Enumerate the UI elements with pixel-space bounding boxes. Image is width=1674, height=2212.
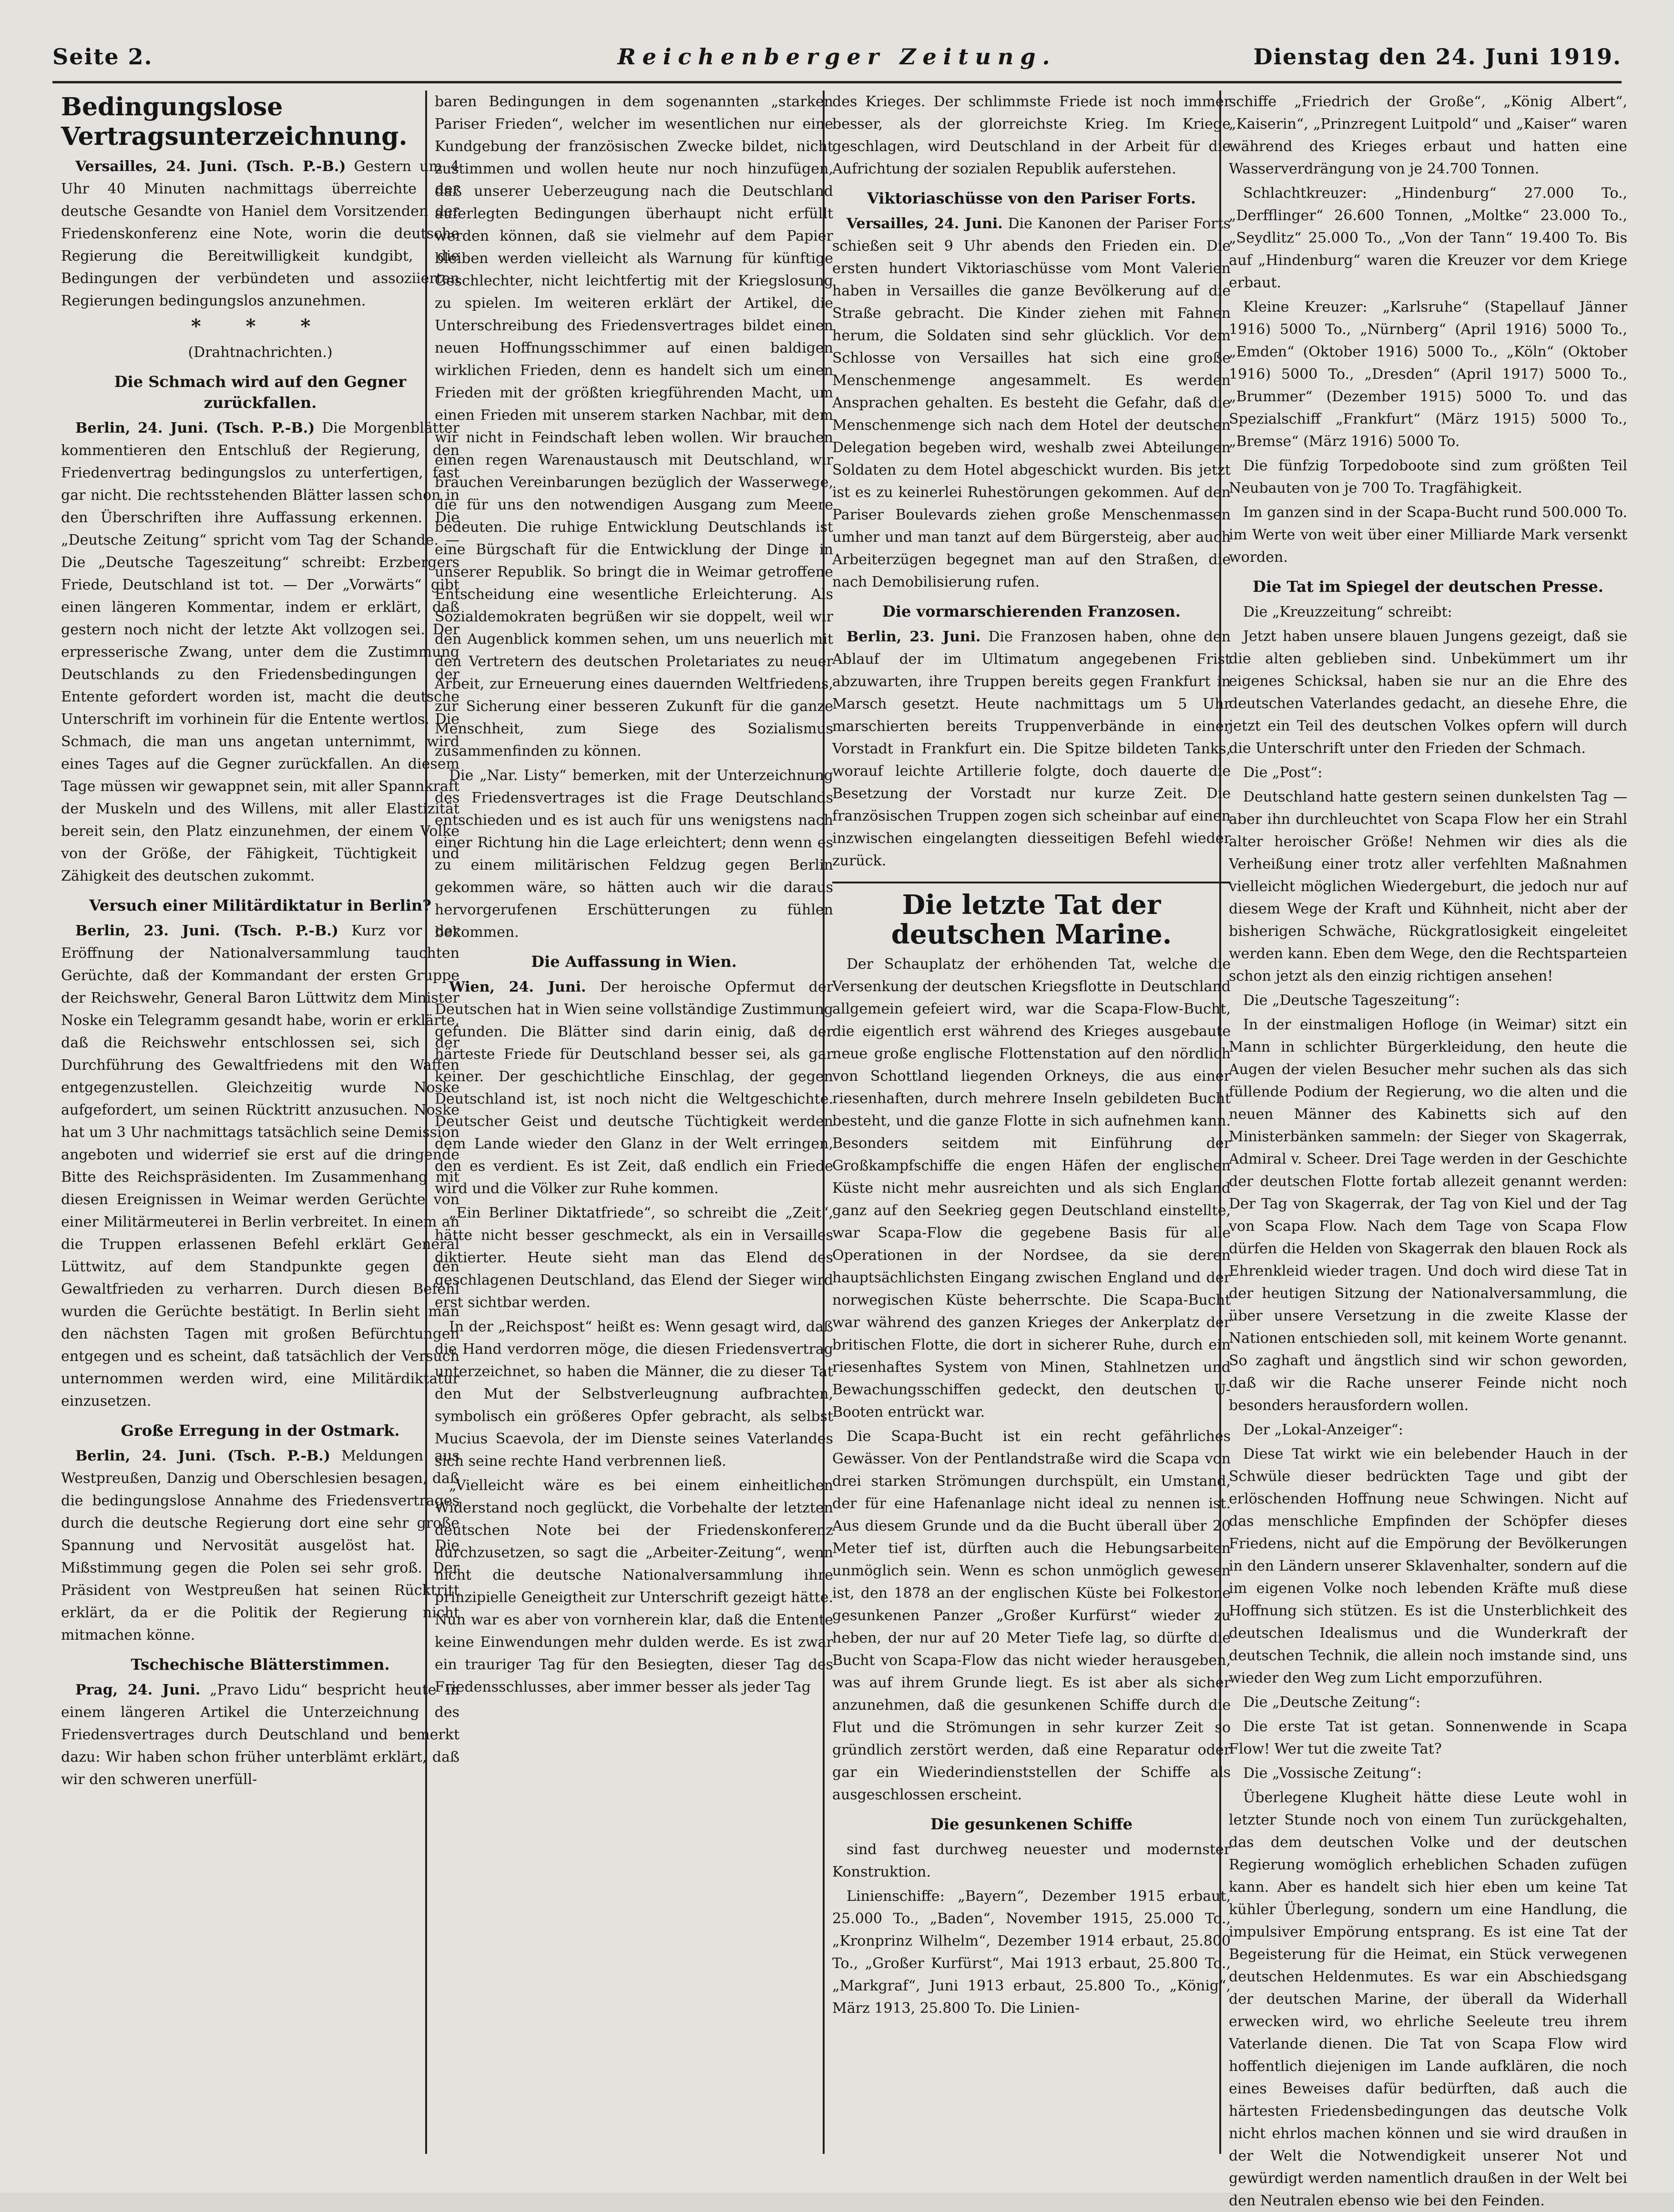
column-2 bbox=[435, 91, 833, 2173]
paper-title: Reichenberger Zeitung. bbox=[617, 44, 1057, 70]
article-paragraph bbox=[61, 1445, 459, 1646]
subheading: Die Schmach wird auf den Gegner zurückfallen. bbox=[114, 373, 407, 412]
article-paragraph: Jetzt haben unsere blauen Jungens gezeigt, daß sie die alten geblieben sind. Unbekümmert um ihr eigenes Schicksal, haben sie nur an die Ehre des deutschen Vaterlandes gedacht, an diesehe Ehre, die jetzt ein Teil des deutschen Volkes opfern will durch die Unterschrift unter den Frieden der Schmach. bbox=[1229, 628, 1627, 757]
article-paragraph: Im ganzen sind in der Scapa-Bucht rund 500.000 To. im Werte von weit über einer Milliarde Mark versenkt worden. bbox=[1229, 504, 1627, 566]
article-headline: Bedingungslose Vertragsunterzeichnung. bbox=[61, 92, 408, 151]
subheading: Die Auffassung in Wien. bbox=[531, 953, 737, 971]
subheading: Die vormarschierenden Franzosen. bbox=[882, 602, 1181, 620]
article-paragraph: Die fünfzig Torpedoboote sind zum größten Teil Neubauten von je 700 To. Tragfähigkeit. bbox=[1229, 457, 1627, 497]
article-paragraph: Die Scapa-Bucht ist ein recht gefährliches Gewässer. Von der Pentlandstraße wird die Scapa von drei starken Strömungen durchspült, ein Umstand, der für eine Hafenanlage nicht ideal zu nennen ist. Aus diesem Grunde und da die Bucht überall über 20 Meter tief ist, dürften auch die Hebungsarbeiten unmöglich sein. Wenn es schon unmöglich gewesen ist, den 1878 an der englischen Küste bei Folkestone gesunkenen Panzer „Großer Kurfürst“ wieder zu heben, der nur auf 20 Meter Tiefe lag, so dürfte die Bucht von Scapa-Flow das nicht wieder herausgeben, was auf ihrem Grunde liegt. Es ist aber als sicher anzunehmen, daß die gesunkenen Schiffe durch die Flut und die Strömungen in sehr kurzer Zeit so gründlich zerstört werden, daß eine Reparatur oder gar ein Wiederindienststellen der Schiffe als ausgeschlossen erscheint. bbox=[832, 1428, 1231, 1803]
article-headline: Die letzte Tat der deutschen Marine. bbox=[832, 882, 1231, 949]
article-paragraph bbox=[61, 417, 459, 887]
article-paragraph: sind fast durchweg neuester und modernster Konstruktion. bbox=[832, 1841, 1231, 1880]
subheading: Große Erregung in der Ostmark. bbox=[121, 1421, 400, 1440]
column-4 bbox=[1229, 91, 1627, 2209]
paragraph-text: Meldungen aus Westpreußen, Danzig und Oberschlesien besagen, daß die bedingungslose Annahme des Friedensvertrages durch die deutsche Regierung dort eine sehr große Spannung und Nervosität ausgelöst hat. Die Mißstimmung gegen die Polen sei sehr groß. Der Präsident von Westpreußen hat seinen Rücktritt erklärt, da er die Politik der Regierung nicht mitmachen könne. bbox=[61, 1448, 459, 1644]
article-paragraph: „Ein Berliner Diktatfriede“, so schreibt die „Zeit“, hätte nicht besser geschmeckt, als ein in Versailles diktierter. Heute sieht man das Elend des geschlagenen Deutschland, das Elend der Sieger wird erst sichtbar werden. bbox=[435, 1205, 833, 1311]
article-paragraph: „Vielleicht wäre es bei einem einheitlichen Widerstand noch geglückt, die Vorbehalte der letzten deutschen Note bei der Friedenskonferenz durchzusetzen, so sagt die „Arbeiter-Zeitung“, wenn nicht die deutsche Nationalversammlung ihre prinzipielle Geneigtheit zur Unterschrift gezeigt hätte. Nun war es aber von vornherein klar, daß die Entente keine Einwendungen mehr dulden werde. Es ist zwar ein trauriger Tag für den Besiegten, dieser Tag des Friedensschlusses, aber immer besser als jeder Tag bbox=[435, 1477, 833, 1695]
article-paragraph: Die „Kreuzzeitung“ schreibt: bbox=[1243, 604, 1452, 620]
source-note: (Drahtnachrichten.) bbox=[188, 344, 333, 361]
page-label: Seite 2. bbox=[52, 44, 153, 70]
article-paragraph: Schlachtkreuzer: „Hindenburg“ 27.000 To., „Derfflinger“ 26.600 Tonnen, „Moltke“ 23.000 To., „Seydlitz“ 25.000 To., „Von der Tann“ 19.400 To. Bis auf „Hindenburg“ waren die Kreuzer vor dem Kriege erbaut. bbox=[1229, 185, 1627, 291]
article-paragraph: Die „Deutsche Zeitung“: bbox=[1243, 1694, 1421, 1711]
subheading: Versuch einer Militärdiktatur in Berlin? bbox=[89, 896, 432, 914]
subheading: Tschechische Blätterstimmen. bbox=[131, 1655, 390, 1674]
masthead-rule bbox=[52, 81, 1622, 83]
dateline: Versailles, 24. Juni. bbox=[847, 215, 1003, 232]
article-paragraph: Die „Nar. Listy“ bemerken, mit der Unterzeichnung des Friedensvertrages ist die Frage Deutschlands entschieden und es ist auch für uns wenigstens nach einer Richtung hin die Lage erleichtert; denn wenn es zu einem militärischen Feldzug gegen Berlin gekommen wäre, so hätten auch wir die daraus hervorgerufenen Erschütterungen zu fühlen bekommen. bbox=[435, 767, 833, 941]
article-paragraph: Die erste Tat ist getan. Sonnenwende in Scapa Flow! Wer tut die zweite Tat? bbox=[1229, 1718, 1627, 1757]
article-paragraph: Deutschland hatte gestern seinen dunkelsten Tag — aber ihn durchleuchtet von Scapa Flow her ein Strahl alter heroischer Größe! Nehmen wir dies als die Verheißung einer trotz aller verfehlten Maßnahmen vielleicht möglichen Wiedergeburt, die jedoch nur auf diesem Wege der Kraft und Kühnheit, nicht aber der bisherigen Schwäche, Rückgratlosigkeit eingeleitet werden kann. Eben dem Wege, den die Rechtsparteien schon jetzt als den einzig richtigen ansehen! bbox=[1229, 789, 1627, 984]
paragraph-text: „Pravo Lidu“ bespricht heute in einem längeren Artikel die Unterzeichnung des Friedensvertrages durch Deutschland und bemerkt dazu: Wir haben schon früher unterblämt erklärt, daß wir den schweren unerfüll- bbox=[61, 1682, 459, 1788]
article-paragraph bbox=[61, 155, 459, 312]
article-paragraph: In der einstmaligen Hofloge (in Weimar) sitzt ein Mann in schlichter Bürgerkleidung, den heute die Augen der vielen Besucher mehr suchen als das sich füllende Podium der Regierung, wo die alten und die neuen Männer des Kabinetts sich auf den Ministerbänken sammeln: der Sieger von Skagerrak, Admiral v. Scheer. Drei Tage werden in der Geschichte der deutschen Flotte fortab allezeit genannt werden: Der Tag von Skagerrak, der Tag von Kiel und der Tag von Scapa Flow. Nach dem Tage von Scapa Flow dürfen die Helden von Skagerrak den blauen Rock als Ehrenkleid wieder tragen. Und doch wird diese Tat in der heutigen Sitzung der Nationalversammlung, die über unsere Versetzung in die zweite Klasse der Nationen entschieden soll, mit keinem Worte genannt. So zaghaft und ängstlich sind wir schon geworden, daß wir die Rache unserer Feinde nicht noch besonders herausfordern wollen. bbox=[1229, 1016, 1627, 1414]
dateline: Versailles, 24. Juni. (Tsch. P.-B.) bbox=[75, 158, 346, 175]
dateline: Berlin, 24. Juni. (Tsch. P.-B.) bbox=[75, 1448, 330, 1464]
article-paragraph: Der Schauplatz der erhöhenden Tat, welche die Versenkung der deutschen Kriegsflotte in Deutschland allgemein gefeiert wird, war die Scapa-Flow-Bucht, die eigentlich erst während des Krieges ausgebaute neue große englische Flottenstation auf den nördlich von Schottland liegenden Orkneys, die aus einer riesenhaften, durch mehrere Inseln gebildeten Bucht besteht, und die ganze Flotte in sich aufnehmen kann. Besonders seitdem mit Einführung der Großkampfschiffe die engen Häfen der englischen Küste nicht mehr ausreichten und als sich England ganz auf den Seekrieg gegen Deutschland einstellte, war Scapa-Flow die gegebene Basis für alle Operationen in der Nordsee, da sie deren hauptsächlichsten Eingang zwischen England und der norwegischen Küste beherrschte. Die Scapa-Bucht war während des ganzen Krieges der Ankerplatz der britischen Flotte, die dort in sicherer Ruhe, durch ein riesenhaftes System von Minen, Stahlnetzen und Bewachungsschiffen gedeckt, den deutschen U-Booten entrückt war. bbox=[832, 956, 1231, 1421]
article-paragraph bbox=[435, 976, 833, 1200]
dateline: Prag, 24. Juni. bbox=[75, 1682, 201, 1698]
dateline: Berlin, 23. Juni. bbox=[847, 629, 981, 645]
dateline: Berlin, 23. Juni. (Tsch. P.-B.) bbox=[75, 923, 338, 939]
article-paragraph: baren Bedingungen in dem sogenannten „starken Pariser Frieden“, welcher im wesentlichen nur eine Kundgebung der französischen Zwecke bildet, nicht zustimmen und wollen heute nur noch hinzufügen, daß unserer Ueberzeugung nach die Deutschland auferlegten Bedingungen überhaupt nicht erfüllt werden können, daß sie vielmehr auf dem Papier bleiben werden vielleicht als Warnung für künftige Geschlechter, nicht leichtfertig mit der Kriegslosung zu spielen. Im weiteren erklärt der Artikel, die Unterschreibung des Friedensvertrages bildet einen neuen Hoffnungsschimmer auf einen baldigen wirklichen Frieden, denn es handelt sich um einen Frieden mit der größten kriegführenden Macht, um einen Frieden mit unserem starken Nachbar, mit dem wir nicht in Feindschaft leben wollen. Wir brauchen einen regen Warenaustausch mit Deutschland, wir brauchen Vereinbarungen bezüglich der Wasserwege, die für uns den notwendigen Ausgang zum Meere bedeuten. Die ruhige Entwicklung Deutschlands ist eine Bürgschaft für die Entwicklung der Dinge in unserer Republik. So bringt die in Weimar getroffene Entscheidung eine wesentliche Erleichterung. Als Sozialdemokraten begrüßen wir sie doppelt, weil wir den Augenblick kommen sehen, um uns neuerlich mit den Vertretern des deutschen Proletariates zu neuer Arbeit, zur Erneuerung eines dauernden Weltfriedens, zur Sicherung einer besseren Zukunft für die ganze Menschheit, zum Siege des Sozialismus zusammenfinden zu können. bbox=[435, 93, 833, 760]
section-separator: * * * bbox=[191, 315, 330, 337]
article-paragraph: Der „Lokal-Anzeiger“: bbox=[1243, 1421, 1403, 1438]
article-paragraph bbox=[61, 920, 459, 1412]
article-paragraph: Diese Tat wirkt wie ein belebender Hauch in der Schwüle dieser bedrückten Tage und gibt der erlöschenden Hoffnung neue Schwingen. Nicht auf das menschliche Empfinden der Schöpfer dieses Friedens, nicht auf die Empörung der Bevölkerungen in den Ländern unserer Sklavenhalter, sondern auf die im eigenen Volke noch lebenden Kräfte muß diese Hoffnung sich stützen. Es ist die Unsterblichkeit des deutschen Idealismus und die Wunderkraft der deutschen Technik, die allein noch imstande sind, uns wieder den Weg zum Licht emporzuführen. bbox=[1229, 1446, 1627, 1686]
article-paragraph: Kleine Kreuzer: „Karlsruhe“ (Stapellauf Jänner 1916) 5000 To., „Nürnberg“ (April 1916) 5000 To., „Emden“ (Oktober 1916) 5000 To., „Köln“ (Oktober 1916) 5000 To., „Dresden“ (April 1917) 5000 To., „Brummer“ (Dezember 1915) 5000 To. und das Spezialschiff „Frankfurt“ (März 1915) 5000 To., „Bremse“ (März 1916) 5000 To. bbox=[1229, 299, 1627, 450]
subheading: Die gesunkenen Schiffe bbox=[930, 1815, 1133, 1833]
column-3 bbox=[832, 91, 1231, 2173]
masthead bbox=[52, 44, 1622, 77]
column-1 bbox=[61, 91, 459, 2173]
paragraph-text: Kurz vor der Eröffnung der Nationalversammlung tauchten Gerüchte, daß der Kommandant der ersten Gruppe der Reichswehr, General Baron Lüttwitz dem Minister Noske ein Telegramm gesandt habe, worin er erklärte, daß die Reichswehr entschlossen sei, sich der Durchführung des Gewaltfriedens mit den Waffen entgegenzustellen. Gleichzeitig wurde Noske aufgefordert, um seinen Rücktritt anzusuchen. Noske hat um 3 Uhr nachmittags tatsächlich seine Demission angeboten und widerrief sie erst auf die dringende Bitte des Reichspräsidenten. Im Zusammenhang mit diesen Ereignissen in Weimar werden Gerüchte von einer Militärmeuterei in Berlin verbreitet. In einem an die Truppen erlassenen Befehl erklärt General Lüttwitz, auf dem Standpunkte gegen den Gewaltfrieden zu verharren. Durch diesen Befehl wurden die Gerüchte bestätigt. In Berlin sieht man den nächsten Tagen mit großen Befürchtungen entgegen und es scheint, daß tatsächlich der Versuch unternommen werden wird, eine Militärdiktatur einzusetzen. bbox=[61, 923, 459, 1410]
subheading: Viktoriaschüsse von den Pariser Forts. bbox=[867, 189, 1196, 207]
article-paragraph: schiffe „Friedrich der Große“, „König Albert“, „Kaiserin“, „Prinzregent Luitpold“ und „Kaiser“ waren während des Krieges erbaut und hatten eine Wasserverdrängung von je 24.700 Tonnen. bbox=[1229, 93, 1627, 177]
paragraph-text: Gestern um 4 Uhr 40 Minuten nachmittags überreichte der deutsche Gesandte von Haniel dem Vorsitzenden der Friedenskonferenz eine Note, worin die deutsche Regierung die Bereitwilligkeit kundgibt, die Bedingungen der verbündeten und assoziierten Regierungen bedingungslos anzunehmen. bbox=[61, 158, 459, 309]
paragraph-text: Die Franzosen haben, ohne den Ablauf der im Ultimatum angegebenen Frist abzuwarten, ihre Truppen bereits gegen Frankfurt in Marsch gesetzt. Heute nachmittags um 5 Uhr marschierten bereits Truppenverbände in einer Vorstadt in Frankfurt ein. Die Spitze bildeten Tanks, worauf leichte Artillerie folgte, doch dauerte die Besetzung der Vorstadt nur kurze Zeit. Die französischen Truppen zogen sich scheinbar auf einen inzwischen eingelangten diesseitigen Befehl wieder zurück. bbox=[832, 629, 1231, 869]
article-paragraph: Die „Vossische Zeitung“: bbox=[1243, 1765, 1422, 1782]
dateline: Berlin, 24. Juni. (Tsch. P.-B.) bbox=[75, 420, 315, 436]
article-paragraph: In der „Reichspost“ heißt es: Wenn gesagt wird, daß die Hand verdorren möge, die diesen Friedensvertrag unterzeichnet, so haben die Männer, die zu dieser Tat den Mut der Selbstverleugnung aufbrachten, symbolisch ein größeres Opfer gebracht, als selbst Mucius Scaevola, der im Dienste seines Vaterlandes sich seine rechte Hand verbrennen ließ. bbox=[435, 1319, 833, 1470]
article-paragraph: Linienschiffe: „Bayern“, Dezember 1915 erbaut, 25.000 To., „Baden“, November 1915, 25.000 To., „Kronprinz Wilhelm“, Dezember 1914 erbaut, 25.800 To., „Großer Kurfürst“, Mai 1913 erbaut, 25.800 To., „Markgraf“, Juni 1913 erbaut, 25.800 To., „König“, März 1913, 25.800 To. Die Linien- bbox=[832, 1888, 1231, 2017]
paragraph-text: Der heroische Opfermut der Deutschen hat in Wien seine vollständige Zustimmung gefunden. Die Blätter sind darin einig, daß der härteste Friede für Deutschland besser sei, als gar keiner. Der geschichtliche Einschlag, der gegen Deutschland ist, ist noch nicht die Weltgeschichte. Deutscher Geist und deutsche Tüchtigkeit werden dem Lande wieder den Glanz in der Welt erringen, den es verdient. Es ist Zeit, daß endlich ein Friede wird und die Völker zur Ruhe kommen. bbox=[435, 979, 833, 1197]
subheading: Die Tat im Spiegel der deutschen Presse. bbox=[1253, 578, 1603, 596]
article-paragraph: Überlegene Klugheit hätte diese Leute wohl in letzter Stunde noch von einem Tun zurückgehalten, das dem deutschen Volke und der deutschen Regierung womöglich erheblichen Schaden zufügen kann. Aber es handelt sich hier eben um keine Tat kühler Überlegung, sondern um eine Handlung, die impulsiver Empörung entsprang. Es ist eine Tat der Begeisterung für die Heimat, ein Stück verwegenen deutschen Heldenmutes. Es war ein Abschiedsgang der deutschen Marine, der überall da Widerhall erwecken wird, wo ehrliche Seeleute treu ihrem Vaterlande dienen. Die Tat von Scapa Flow wird hoffentlich diejenigen im Lande aufklären, die noch eines Beweises dafür bedürften, daß auch die härtesten Friedensbedingungen das deutsche Volk nicht ehrlos machen können und sie wird draußen in der Welt die Notwendigkeit unserer Not und gewürdigt werden namentlich draußen in der Welt bei den Neutralen ebenso wie bei den Feinden. bbox=[1229, 1789, 1627, 2209]
article-paragraph bbox=[832, 213, 1231, 593]
article-paragraph: Die „Deutsche Tageszeitung“: bbox=[1243, 992, 1460, 1009]
article-paragraph bbox=[832, 626, 1231, 872]
article-paragraph bbox=[61, 1679, 459, 1791]
dateline: Wien, 24. Juni. bbox=[449, 979, 586, 995]
article-paragraph: des Krieges. Der schlimmste Friede ist noch immer besser, als der glorreichste Krieg. Im Kriege geschlagen, wird Deutschland in der Arbeit für die Aufrichtung der sozialen Republik auferstehen. bbox=[832, 93, 1231, 177]
issue-date: Dienstag den 24. Juni 1919. bbox=[1253, 44, 1622, 70]
paragraph-text: Die Kanonen der Pariser Forts schießen seit 9 Uhr abends den Frieden ein. Die ersten hundert Viktoriaschüsse vom Mont Valerien haben in Versailles die ganze Bevölkerung auf die Straße gebracht. Die Kinder ziehen mit Fahnen herum, die Soldaten sind sehr glücklich. Vor dem Schlosse von Versailles hat sich eine große Menschenmenge angesammelt. Es werden Ansprachen gehalten. Es besteht die Gefahr, daß die Menschenmenge sich nach dem Hotel der deutschen Delegation begeben wird, weshalb zwei Abteilungen Soldaten zu dem Hotel abgeschickt wurden. Bis jetzt ist es zu keinerlei Ruhestörungen gekommen. Auf den Pariser Boulevards ziehen große Menschenmassen umher und man tanzt auf dem Bürgersteig, aber auch Arbeiterzügen begegnet man auf den Straßen, die nach Demobilisierung rufen. bbox=[832, 215, 1231, 590]
paragraph-text: Die Morgenblätter kommentieren den Entschluß der Regierung, den Friedenvertrag bedingungslos zu unterfertigen, fast gar nicht. Die rechtsstehenden Blätter lassen schon in den Überschriften ihre Auffassung erkennen. Die „Deutsche Zeitung“ spricht vom Tag der Schande. — Die „Deutsche Tageszeitung“ schreibt: Erzbergers Friede, Deutschland ist tot. — Der „Vorwärts“ gibt einen längeren Kommentar, indem er erklärt, daß gestern noch nicht der letzte Akt vollzogen sei. Der erpresserische Zwang, unter dem die Zustimmung Deutschlands zu den Friedensbedingungen der Entente gefordert worden ist, macht die deutsche Unterschrift im vorhinein für die Entente wertlos. Die Schmach, die man uns angetan unternimmt, wird eines Tages auf die Gegner zurückfallen. An diesem Tage müssen wir gewappnet sein, mit aller Spannkraft der Muskeln und des Willens, mit aller Elastizität bereit sein, den Platz einzunehmen, der einem Volke von der Größe, der Fähigkeit, Tüchtigkeit und Zähigkeit des deutschen zukommt. bbox=[61, 420, 459, 884]
article-paragraph: Die „Post“: bbox=[1243, 764, 1323, 781]
